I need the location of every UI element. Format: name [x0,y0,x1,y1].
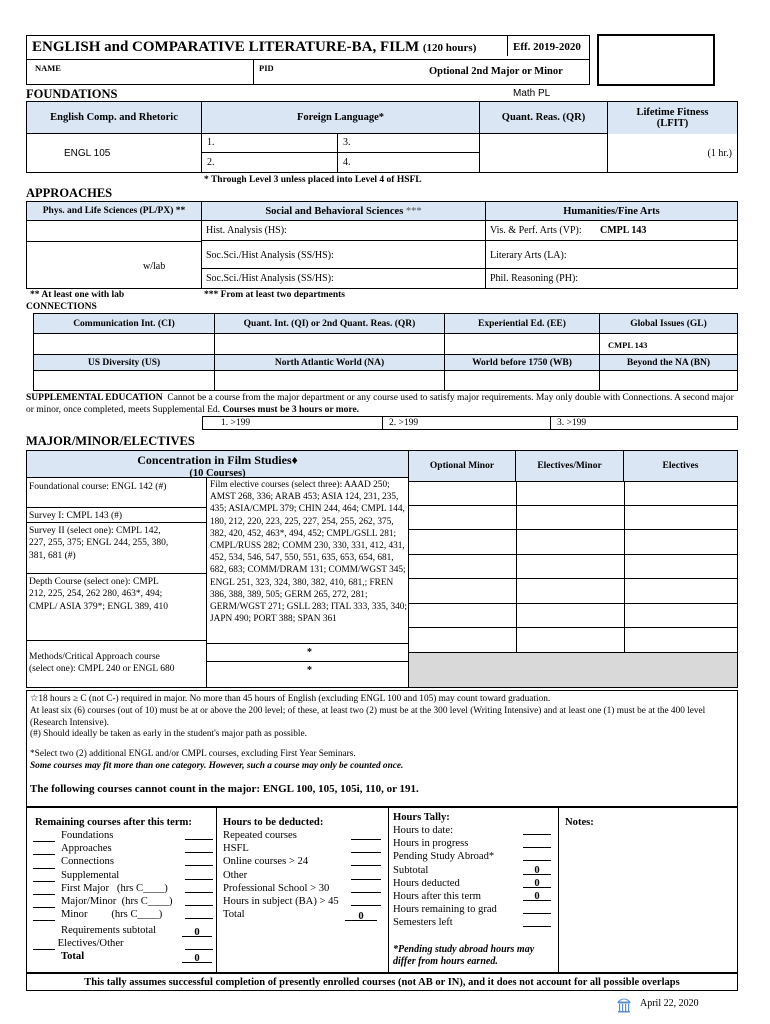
tally-item-label: Hours deducted [393,877,460,889]
tally-row [393,837,557,850]
fl-cell-3[interactable]: 3. [338,134,480,153]
req-subtotal-value[interactable]: 0 [182,926,212,937]
us-header: US Diversity (US) [87,357,161,368]
depth-course: Depth Course (select one): CMPL 212, 225, 254, 262 280, 463*, 494; CMPL/ ASIA 379*; ENGL 389, 410 [29,577,168,612]
tally-row [393,824,557,837]
deducted-row [223,855,387,868]
math-pl-label: Math PL [513,88,551,99]
minor-electives-grid[interactable] [409,482,737,652]
film-electives-cell [207,478,409,687]
remaining-row [33,829,215,842]
hs-cell[interactable]: Hist. Analysis (HS): [202,221,486,241]
hours-tally-panel [389,808,559,972]
electives-other-blank[interactable] [33,939,55,950]
engl105-value: ENGL 105 [64,148,111,159]
approaches-table [26,201,738,289]
remaining-hours-field[interactable] [185,829,213,840]
supplemental-text: SUPPLEMENTAL EDUCATION Cannot be a course from the major department or any course used to satisfy major requirements. May only double with Connections. A second major or minor, once completed, meets Supplemental Ed. Courses must be 3 hours or more. [26,393,734,415]
quant-reas-cell[interactable] [480,134,608,172]
tally-row [393,877,557,890]
foreign-language-header: Foreign Language* [296,112,385,123]
na-header: North Atlantic World (NA) [274,357,385,368]
us-cell[interactable] [34,371,215,390]
remaining-total-value[interactable]: 0 [182,952,212,963]
connections-table [33,313,738,391]
ee-header: Experiential Ed. (EE) [478,318,566,329]
fl-cell-4[interactable]: 4. [338,153,480,172]
remaining-hours-field[interactable] [185,895,213,906]
remaining-count-field[interactable] [33,897,55,908]
note-2: At least six (6) courses (out of 10) must be at or above the 200 level; of these, at least two (2) must be at the 300 level (Writing Intensive) and at least one (1) must be at the 400 level (Research Intensive). [30,705,706,728]
deducted-item-label: HSFL [223,843,249,855]
tally-value-field[interactable]: 0 [523,890,551,901]
deducted-hours-field[interactable] [351,855,381,866]
remaining-item-label: Connections [61,856,114,868]
deducted-total-label: Total [223,909,245,920]
note-5: Some courses may fit more than one category. However, such a course may only be counted once. [30,760,404,771]
remaining-row [33,855,215,868]
tally-item-label: Pending Study Abroad* [393,851,495,863]
foundational-course: Foundational course: ENGL 142 (#) [29,482,167,492]
footer-assumption: This tally assumes successful completion of presently enrolled courses (not AB or IN), and it does not account for all possible overlaps [84,976,680,988]
gl-value: CMPL 143 [608,340,648,350]
gray-filler [409,653,737,687]
tally-value-field[interactable] [523,903,551,914]
remaining-hours-field[interactable] [185,855,213,866]
deducted-row [223,829,387,842]
bn-cell[interactable] [600,371,737,390]
tally-value-field[interactable]: 0 [523,877,551,888]
lfit-cell[interactable] [608,134,737,172]
deducted-row [223,842,387,855]
fl-note: * Through Level 3 unless placed into Level 4 of HSFL [204,175,422,185]
ci-header: Communication Int. (CI) [73,318,175,329]
tally-row [393,864,557,877]
connections-heading: CONNECTIONS [26,302,97,312]
tally-value-field[interactable] [523,837,551,848]
deducted-row [223,895,387,908]
fl-cell-1[interactable]: 1. [202,134,338,153]
tally-row [393,890,557,903]
optional-minor-header: Optional Minor [429,461,495,471]
tally-item-label: Hours remaining to grad [393,904,497,916]
tally-item-label: Hours after this term [393,890,481,902]
survey2-course: Survey II (select one): CMPL 142, 227, 255, 375; ENGL 244, 255, 380, 381, 681 (#) [29,526,169,561]
pid-field[interactable] [254,60,424,84]
methods-course: Methods/Critical Approach course (select one): CMPL 240 or ENGL 680 [29,652,175,675]
req-subtotal-label: Requirements subtotal [61,925,157,936]
remaining-hours-field[interactable] [185,908,213,919]
supplemental-label: SUPPLEMENTAL EDUCATION [26,393,163,403]
electives-minor-header: Electives/Minor [537,461,602,471]
supplemental-slot-1[interactable]: 1. >199 [203,417,383,429]
wlab-label: w/lab [143,261,166,272]
tally-item-label: Semesters left [393,917,453,929]
pl-px-cell[interactable] [27,221,202,288]
elective-star-1[interactable]: * [307,647,312,658]
foundations-table [26,101,738,173]
lfit-header: Lifetime Fitness (LFIT) [636,107,709,129]
electives-header: Electives [662,461,699,471]
engl105-cell[interactable] [27,134,202,172]
remaining-count-field[interactable] [33,844,55,855]
footer-date: April 22, 2020 [640,998,699,1009]
tally-value-field[interactable] [523,824,551,835]
deducted-total-value[interactable]: 0 [345,910,377,921]
second-major-label: Optional 2nd Major or Minor [429,66,563,77]
tally-item-label: Subtotal [393,864,429,876]
dept-note: *** From at least two departments [204,290,345,300]
ph-cell[interactable]: Phil. Reasoning (PH): [490,273,579,284]
quant-reas-header: Quant. Reas. (QR) [501,112,586,123]
hours-tally-title: Hours Tally: [393,812,450,823]
english-comp-header: English Comp. and Rhetoric [50,112,178,123]
tally-row [393,916,557,929]
tally-item-label: Hours in progress [393,838,469,850]
deducted-row [223,882,387,895]
effective-date: Eff. 2019-2020 [507,36,581,56]
vp-cell[interactable]: Vis. & Perf. Arts (VP): CMPL 143 [486,221,737,241]
tally-row [393,903,557,916]
elective-star-2[interactable]: * [307,665,312,676]
university-logo-icon [617,996,631,1014]
social-sciences-header: Social and Behavioral Sciences *** [265,205,422,217]
ss-cell-2[interactable]: Soc.Sci./Hist Analysis (SS/HS): [202,269,486,288]
ci-cell[interactable] [34,334,215,355]
deducted-hours-field[interactable] [351,842,381,853]
page-title: ENGLISH and COMPARATIVE LITERATURE-BA, FILM [32,39,420,55]
lab-note: ** At least one with lab [30,290,125,300]
remaining-total-label: Total [61,951,85,962]
major-table [26,450,738,688]
remaining-hours-field[interactable] [185,842,213,853]
major-heading: MAJOR/MINOR/ELECTIVES [26,434,195,448]
tally-value-field[interactable] [523,916,551,927]
vp-value: CMPL 143 [600,225,647,236]
deducted-hours-field[interactable] [351,869,381,880]
one-hr-label: (1 hr.) [707,148,732,159]
remaining-count-field[interactable] [33,831,55,842]
deducted-panel [217,808,389,972]
note-1: ☆18 hours ≥ C (not C-) required in major. No more than 45 hours of English (excluding ENGL 100 and 105) may count toward graduation. [30,694,551,704]
humanities-header: Humanities/Fine Arts [563,205,660,217]
tally-value-field[interactable] [523,850,551,861]
tally-section [26,807,738,973]
bn-header: Beyond the NA (BN) [626,357,711,368]
notes-box[interactable] [559,808,737,972]
photo-box [597,34,715,86]
gl-cell[interactable] [600,334,737,355]
remaining-row [33,869,215,882]
note-3: (#) Should ideally be taken as early in the student's major path as possible. [30,729,307,740]
cannot-count-note: The following courses cannot count in the major: ENGL 100, 105, 105i, 110, or 191. [30,783,419,795]
qi-header: Quant. Int. (QI) or 2nd Quant. Reas. (QR) [243,318,416,329]
remaining-title: Remaining courses after this term: [35,817,192,828]
notes-title: Notes: [565,817,594,828]
remaining-count-field[interactable] [33,858,55,869]
remaining-hours-field[interactable] [185,882,213,893]
qi-cell[interactable] [215,334,445,355]
tally-item-label: Hours to date: [393,825,454,836]
remaining-panel [27,808,217,972]
footer-assumption-box [26,973,738,991]
remaining-row [33,882,215,895]
electives-other-field[interactable] [185,939,213,950]
tally-value-field[interactable]: 0 [523,864,551,875]
title-row [27,36,589,60]
deducted-hours-field[interactable] [351,895,381,906]
deducted-item-label: Other [223,869,248,881]
remaining-row [33,895,215,908]
remaining-hours-field[interactable] [185,869,213,880]
remaining-row [33,842,215,855]
supplemental-slots [202,416,738,430]
remaining-row [33,908,215,921]
la-cell[interactable]: Literary Arts (LA): [486,241,737,269]
approaches-heading: APPROACHES [26,186,113,200]
header-box [26,35,590,85]
tally-row [393,850,557,863]
ss-cell-1[interactable]: Soc.Sci./Hist Analysis (SS/HS): [202,241,486,269]
gl-header: Global Issues (GL) [630,318,707,329]
survey1-cell[interactable]: Survey I: CMPL 143 (#) [27,507,206,523]
deducted-title: Hours to be deducted: [223,817,324,828]
note-4: *Select two (2) additional ENGL and/or CMPL courses, excluding First Year Seminars. [30,749,356,760]
pl-px-header: Phys. and Life Sciences (PL/PX) ** [42,206,186,216]
total-hours: (120 hours) [422,42,477,54]
pending-note: *Pending study abroad hours may differ from hours earned. [393,944,535,967]
remaining-item-label: Major/Minor (hrs C____) [61,895,173,907]
deducted-item-label: Online courses > 24 [223,856,309,868]
deducted-hours-field[interactable] [351,882,381,893]
remaining-count-field[interactable] [33,910,55,921]
film-electives-list: Film elective courses (select three): AAAD 250; AMST 268, 336; ARAB 453; ASIA 124, 231, 235, 435; ASIA/CMPL 379; CHIN 244, 464; CMPL 144, 180, 212, 220, 223, 225, 227, 254, 255, 262, 375, 382, 420, 452, 463*, 494, 452; CMPL/GSLL 281; CMPL/RUSS 282; COMM 230, 330, 331, 412, 431, 452, 534, 546, 547, 550, 551, 635, 653, 654, 681, 682, 683; COMM/DRAM 131; COMM/WGST 345; ENGL 251, 323, 324, 380, 382, 410, 681,; FREN 386, 388, 389, 505; GERM 265, 272, 281; GERM/WGST 271; GSLL 283; ITAL 333, 335, 340; JAPN 490; PORT 388; SPAN 361 [210,480,407,625]
ee-cell[interactable] [445,334,600,355]
concentration-header: Concentration in Film Studies♦ [137,453,298,467]
wb-header: World before 1750 (WB) [472,357,572,368]
remaining-count-field[interactable] [33,871,55,882]
name-field[interactable] [27,60,254,84]
courses10-label: (10 Courses) [189,468,246,479]
deducted-item-label: Repeated courses [223,830,297,841]
deducted-item-label: Professional School > 30 [223,882,330,894]
na-cell[interactable] [215,371,445,390]
pid-label: PID [259,63,274,73]
supplemental-slot-2[interactable]: 2. >199 [383,417,551,429]
wb-cell[interactable] [445,371,600,390]
remaining-item-label: Approaches [61,843,112,855]
deducted-hours-field[interactable] [351,829,381,840]
major-left-column [27,478,207,687]
remaining-item-label: Minor (hrs C____) [61,909,163,921]
name-label: NAME [35,63,61,73]
notes-section [26,690,738,807]
deducted-item-label: Hours in subject (BA) > 45 [223,895,339,907]
fl-cell-2[interactable]: 2. [202,153,338,172]
remaining-item-label: First Major (hrs C____) [61,882,168,894]
remaining-item-label: Supplemental [61,869,120,881]
remaining-count-field[interactable] [33,884,55,895]
deducted-row [223,869,387,882]
foundations-heading: FOUNDATIONS [26,87,118,101]
supplemental-slot-3[interactable]: 3. >199 [557,418,587,428]
electives-other-label: Electives/Other [57,938,124,949]
remaining-item-label: Foundations [61,830,114,841]
